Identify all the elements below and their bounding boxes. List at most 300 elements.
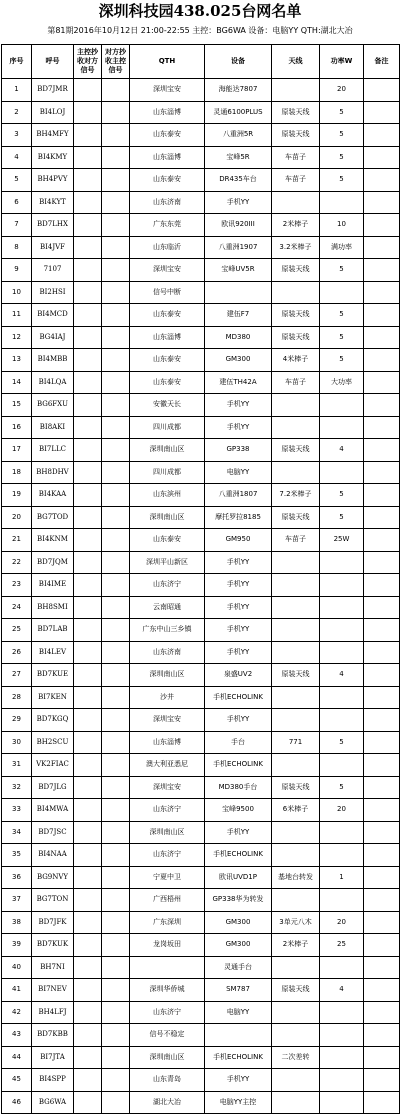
qth-location: 深圳宝安: [130, 709, 205, 732]
power-watts: 大功率: [320, 371, 364, 394]
row-number: 30: [2, 731, 32, 754]
remarks: [364, 124, 400, 147]
qth-location: 山东淄博: [130, 101, 205, 124]
power-watts: 4: [320, 439, 364, 462]
remote-received-signal: [102, 416, 130, 439]
antenna: [272, 619, 320, 642]
qth-location: 深圳平山新区: [130, 551, 205, 574]
callsign: BI4NAA: [32, 844, 74, 867]
remote-received-signal: [102, 754, 130, 777]
row-number: 18: [2, 461, 32, 484]
table-row: [2, 776, 400, 799]
equipment: 手机YY: [205, 394, 272, 417]
remote-received-signal: [102, 686, 130, 709]
table-row: [2, 326, 400, 349]
host-received-signal: [74, 889, 102, 912]
callsign: BI7KEN: [32, 686, 74, 709]
host-received-signal: [74, 934, 102, 957]
antenna: [272, 574, 320, 597]
power-watts: [320, 754, 364, 777]
host-received-signal: [74, 844, 102, 867]
power-watts: 5: [320, 506, 364, 529]
remarks: [364, 484, 400, 507]
host-received-signal: [74, 304, 102, 327]
row-number: 44: [2, 1046, 32, 1069]
host-received-signal: [74, 1069, 102, 1092]
row-number: 1: [2, 79, 32, 102]
qth-location: 山东滨州: [130, 484, 205, 507]
host-received-signal: [74, 326, 102, 349]
row-number: 13: [2, 349, 32, 372]
antenna: [272, 281, 320, 304]
callsign: BD7JSC: [32, 821, 74, 844]
power-watts: 20: [320, 79, 364, 102]
table-row: [2, 799, 400, 822]
remote-received-signal: [102, 236, 130, 259]
equipment: 手机YY: [205, 1069, 272, 1092]
row-number: 25: [2, 619, 32, 642]
row-number: 6: [2, 191, 32, 214]
remarks: [364, 574, 400, 597]
host-received-signal: [74, 1046, 102, 1069]
host-received-signal: [74, 1001, 102, 1024]
table-row: [2, 214, 400, 237]
remote-received-signal: [102, 866, 130, 889]
antenna: 2米棒子: [272, 214, 320, 237]
remarks: [364, 866, 400, 889]
antenna: [272, 889, 320, 912]
equipment: 欧讯920III: [205, 214, 272, 237]
equipment: 手机YY: [205, 821, 272, 844]
qth-location: 山东泰安: [130, 349, 205, 372]
row-number: 46: [2, 1091, 32, 1114]
remarks: [364, 214, 400, 237]
remote-received-signal: [102, 551, 130, 574]
callsign: BH7NI: [32, 956, 74, 979]
qth-location: 广西梧州: [130, 889, 205, 912]
callsign: BI7JTA: [32, 1046, 74, 1069]
power-watts: 25W: [320, 529, 364, 552]
power-watts: 5: [320, 776, 364, 799]
remote-received-signal: [102, 124, 130, 147]
row-number: 45: [2, 1069, 32, 1092]
remote-received-signal: [102, 979, 130, 1002]
table-row: [2, 956, 400, 979]
remarks: [364, 169, 400, 192]
callsign: BG6WA: [32, 1091, 74, 1114]
host-received-signal: [74, 439, 102, 462]
host-received-signal: [74, 551, 102, 574]
antenna: 原装天线: [272, 124, 320, 147]
host-received-signal: [74, 101, 102, 124]
remarks: [364, 551, 400, 574]
remarks: [364, 529, 400, 552]
qth-location: 沙井: [130, 686, 205, 709]
callsign: BD7JQM: [32, 551, 74, 574]
host-received-signal: [74, 641, 102, 664]
callsign: BH4LFJ: [32, 1001, 74, 1024]
table-row: [2, 1024, 400, 1047]
callsign: BI4KAA: [32, 484, 74, 507]
row-number: 36: [2, 866, 32, 889]
qth-location: 信号中断: [130, 281, 205, 304]
callsign: BH2SCU: [32, 731, 74, 754]
remarks: [364, 1069, 400, 1092]
remarks: [364, 1046, 400, 1069]
equipment: 手机YY: [205, 641, 272, 664]
row-number: 39: [2, 934, 32, 957]
row-number: 8: [2, 236, 32, 259]
column-header: 对方抄收主控信号: [102, 45, 130, 79]
remarks: [364, 619, 400, 642]
power-watts: 5: [320, 304, 364, 327]
qth-location: 信号不稳定: [130, 1024, 205, 1047]
antenna: [272, 956, 320, 979]
host-received-signal: [74, 911, 102, 934]
host-received-signal: [74, 281, 102, 304]
antenna: 基地台转发: [272, 866, 320, 889]
qth-location: 山东泰安: [130, 371, 205, 394]
equipment: 手机YY: [205, 574, 272, 597]
qth-location: 深圳宝安: [130, 79, 205, 102]
qth-location: 四川成都: [130, 416, 205, 439]
callsign: BD7JMR: [32, 79, 74, 102]
power-watts: [320, 1046, 364, 1069]
qth-location: 深圳南山区: [130, 506, 205, 529]
row-number: 23: [2, 574, 32, 597]
column-header: QTH: [130, 45, 205, 79]
table-row: [2, 416, 400, 439]
row-number: 19: [2, 484, 32, 507]
host-received-signal: [74, 619, 102, 642]
remarks: [364, 596, 400, 619]
callsign: BD7KUE: [32, 664, 74, 687]
power-watts: [320, 889, 364, 912]
remote-received-signal: [102, 911, 130, 934]
host-received-signal: [74, 394, 102, 417]
remarks: [364, 799, 400, 822]
power-watts: 25: [320, 934, 364, 957]
antenna: 原装天线: [272, 979, 320, 1002]
row-number: 29: [2, 709, 32, 732]
antenna: [272, 461, 320, 484]
callsign: BI4MWA: [32, 799, 74, 822]
power-watts: 10: [320, 214, 364, 237]
equipment: 八重洲1807: [205, 484, 272, 507]
equipment: 手机YY: [205, 619, 272, 642]
antenna: [272, 754, 320, 777]
qth-location: 深圳南山区: [130, 1046, 205, 1069]
power-watts: 20: [320, 799, 364, 822]
table-row: [2, 664, 400, 687]
remote-received-signal: [102, 776, 130, 799]
antenna: [272, 1024, 320, 1047]
row-number: 38: [2, 911, 32, 934]
qth-location: 山东临沂: [130, 236, 205, 259]
column-header: 设备: [205, 45, 272, 79]
table-row: [2, 1046, 400, 1069]
remote-received-signal: [102, 214, 130, 237]
power-watts: [320, 281, 364, 304]
table-row: [2, 191, 400, 214]
antenna: [272, 709, 320, 732]
callsign: 7107: [32, 259, 74, 282]
qth-location: 广东东莞: [130, 214, 205, 237]
equipment: 手机YY: [205, 596, 272, 619]
row-number: 28: [2, 686, 32, 709]
power-watts: [320, 551, 364, 574]
callsign: BI4MCD: [32, 304, 74, 327]
row-number: 10: [2, 281, 32, 304]
equipment: 八重洲1907: [205, 236, 272, 259]
callsign: BI8AKI: [32, 416, 74, 439]
qth-location: 四川成都: [130, 461, 205, 484]
equipment: GM950: [205, 529, 272, 552]
antenna: 二次差转: [272, 1046, 320, 1069]
host-received-signal: [74, 709, 102, 732]
callsign: BD7JLG: [32, 776, 74, 799]
table-row: [2, 1069, 400, 1092]
row-number: 24: [2, 596, 32, 619]
qth-location: 广东中山三乡镇: [130, 619, 205, 642]
remote-received-signal: [102, 79, 130, 102]
power-watts: [320, 596, 364, 619]
qth-location: 山东泰安: [130, 124, 205, 147]
table-row: [2, 1091, 400, 1114]
qth-location: 山东济南: [130, 641, 205, 664]
qth-location: 龙岗坂田: [130, 934, 205, 957]
antenna: 原装天线: [272, 304, 320, 327]
power-watts: 5: [320, 169, 364, 192]
remarks: [364, 304, 400, 327]
row-number: 2: [2, 101, 32, 124]
column-header: 备注: [364, 45, 400, 79]
row-number: 41: [2, 979, 32, 1002]
remote-received-signal: [102, 101, 130, 124]
table-row: [2, 506, 400, 529]
remote-received-signal: [102, 1091, 130, 1114]
table-row: [2, 124, 400, 147]
power-watts: 1: [320, 866, 364, 889]
equipment: 泉盛UV2: [205, 664, 272, 687]
remarks: [364, 416, 400, 439]
qth-location: 云南昭通: [130, 596, 205, 619]
table-row: [2, 79, 400, 102]
remarks: [364, 281, 400, 304]
table-row: [2, 101, 400, 124]
antenna: [272, 686, 320, 709]
equipment: 电脑YY: [205, 1001, 272, 1024]
row-number: 43: [2, 1024, 32, 1047]
remote-received-signal: [102, 844, 130, 867]
remarks: [364, 236, 400, 259]
power-watts: [320, 686, 364, 709]
table-row: [2, 169, 400, 192]
equipment: 手机ECHOLINK: [205, 754, 272, 777]
power-watts: [320, 394, 364, 417]
host-received-signal: [74, 799, 102, 822]
table-row: [2, 866, 400, 889]
session-info: 第81期2016年10月12日 21:00-22:55 主控：BG6WA 设备：电脑YY QTH:湖北大冶: [47, 26, 353, 35]
table-row: [2, 641, 400, 664]
remote-received-signal: [102, 506, 130, 529]
row-number: 15: [2, 394, 32, 417]
host-received-signal: [74, 776, 102, 799]
remarks: [364, 934, 400, 957]
antenna: 车苗子: [272, 371, 320, 394]
antenna: 车苗子: [272, 146, 320, 169]
host-received-signal: [74, 664, 102, 687]
antenna: 6米棒子: [272, 799, 320, 822]
power-watts: [320, 416, 364, 439]
remarks: [364, 1091, 400, 1114]
remarks: [364, 911, 400, 934]
host-received-signal: [74, 259, 102, 282]
callsign: BI4KNM: [32, 529, 74, 552]
callsign: BI4LOJ: [32, 101, 74, 124]
callsign: BG4IAJ: [32, 326, 74, 349]
column-header: 主控抄收对方信号: [74, 45, 102, 79]
table-row: [2, 349, 400, 372]
host-received-signal: [74, 461, 102, 484]
row-number: 21: [2, 529, 32, 552]
table-row: [2, 889, 400, 912]
qth-location: 山东泰安: [130, 304, 205, 327]
equipment: 摩托罗拉8185: [205, 506, 272, 529]
antenna: 车苗子: [272, 529, 320, 552]
power-watts: [320, 461, 364, 484]
qth-location: 深圳南山区: [130, 664, 205, 687]
power-watts: [320, 574, 364, 597]
remote-received-signal: [102, 461, 130, 484]
row-number: 35: [2, 844, 32, 867]
remote-received-signal: [102, 484, 130, 507]
antenna: [272, 1069, 320, 1092]
row-number: 5: [2, 169, 32, 192]
remarks: [364, 146, 400, 169]
host-received-signal: [74, 79, 102, 102]
equipment: 宝峰5R: [205, 146, 272, 169]
power-watts: 5: [320, 731, 364, 754]
callsign: BH8DHV: [32, 461, 74, 484]
callsign: BI2HSI: [32, 281, 74, 304]
remarks: [364, 979, 400, 1002]
power-watts: [320, 844, 364, 867]
equipment: 手机YY: [205, 191, 272, 214]
remote-received-signal: [102, 371, 130, 394]
callsign: BD7LHX: [32, 214, 74, 237]
qth-location: 深圳华侨城: [130, 979, 205, 1002]
equipment: [205, 1024, 272, 1047]
qth-location: 深圳南山区: [130, 821, 205, 844]
remote-received-signal: [102, 619, 130, 642]
callsign: BI4IME: [32, 574, 74, 597]
row-number: 32: [2, 776, 32, 799]
host-received-signal: [74, 529, 102, 552]
remote-received-signal: [102, 956, 130, 979]
equipment: [205, 281, 272, 304]
row-number: 9: [2, 259, 32, 282]
row-number: 7: [2, 214, 32, 237]
remote-received-signal: [102, 326, 130, 349]
remote-received-signal: [102, 146, 130, 169]
qth-location: 澳大利亚悉尼: [130, 754, 205, 777]
power-watts: 20: [320, 911, 364, 934]
remote-received-signal: [102, 1024, 130, 1047]
antenna: [272, 844, 320, 867]
remarks: [364, 349, 400, 372]
equipment: 手台: [205, 731, 272, 754]
callsign: BD7KBB: [32, 1024, 74, 1047]
power-watts: 满功率: [320, 236, 364, 259]
remote-received-signal: [102, 709, 130, 732]
qth-location: 宁夏中卫: [130, 866, 205, 889]
antenna: 原装天线: [272, 326, 320, 349]
remote-received-signal: [102, 1069, 130, 1092]
equipment: 手机YY: [205, 709, 272, 732]
callsign: BI4LQA: [32, 371, 74, 394]
table-row: [2, 574, 400, 597]
remote-received-signal: [102, 1046, 130, 1069]
qth-location: 山东淄博: [130, 731, 205, 754]
remarks: [364, 664, 400, 687]
antenna: 原装天线: [272, 506, 320, 529]
qth-location: 山东泰安: [130, 169, 205, 192]
host-received-signal: [74, 1024, 102, 1047]
table-row: [2, 461, 400, 484]
host-received-signal: [74, 979, 102, 1002]
equipment: 建伍TH42A: [205, 371, 272, 394]
remarks: [364, 731, 400, 754]
qth-location: 安徽天长: [130, 394, 205, 417]
power-watts: 5: [320, 124, 364, 147]
remarks: [364, 371, 400, 394]
row-number: 14: [2, 371, 32, 394]
antenna: 原装天线: [272, 101, 320, 124]
equipment: 电脑YY主控: [205, 1091, 272, 1114]
antenna: [272, 551, 320, 574]
power-watts: [320, 821, 364, 844]
callsign: VK2FIAC: [32, 754, 74, 777]
callsign: BD7JFK: [32, 911, 74, 934]
antenna: 原装天线: [272, 439, 320, 462]
antenna: [272, 191, 320, 214]
remote-received-signal: [102, 641, 130, 664]
power-watts: [320, 709, 364, 732]
equipment: SM787: [205, 979, 272, 1002]
remote-received-signal: [102, 169, 130, 192]
remote-received-signal: [102, 349, 130, 372]
remarks: [364, 956, 400, 979]
power-watts: [320, 1069, 364, 1092]
equipment: MD380手台: [205, 776, 272, 799]
antenna: [272, 394, 320, 417]
table-row: [2, 731, 400, 754]
table-row: [2, 439, 400, 462]
antenna: [272, 596, 320, 619]
remarks: [364, 889, 400, 912]
qth-location: 山东济宁: [130, 844, 205, 867]
antenna: 7.2米棒子: [272, 484, 320, 507]
equipment: GM300: [205, 934, 272, 957]
equipment: 手机ECHOLINK: [205, 686, 272, 709]
host-received-signal: [74, 1091, 102, 1114]
row-number: 40: [2, 956, 32, 979]
remarks: [364, 461, 400, 484]
power-watts: 5: [320, 326, 364, 349]
remarks: [364, 844, 400, 867]
remote-received-signal: [102, 821, 130, 844]
